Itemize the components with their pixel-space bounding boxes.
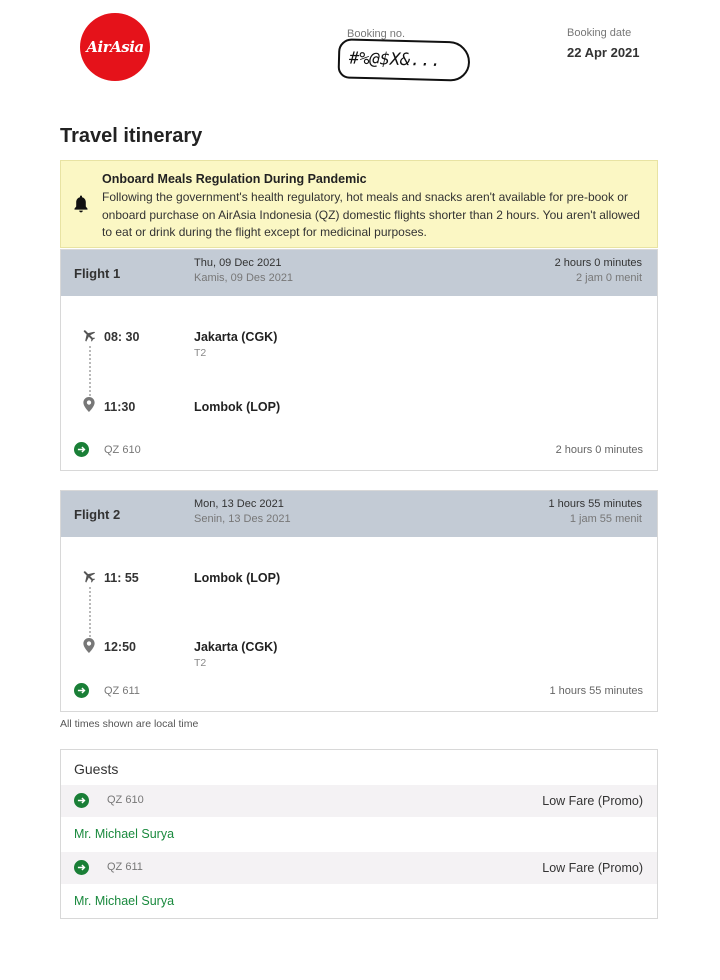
guests-section — [60, 749, 658, 919]
flight-date: Thu, 09 Dec 2021 — [194, 257, 282, 269]
fare-type: Low Fare (Promo) — [542, 861, 643, 875]
fare-type: Low Fare (Promo) — [542, 794, 643, 808]
arrow-icon — [77, 863, 86, 872]
guest-flight-row — [61, 852, 657, 884]
guest-flight-number: QZ 610 — [107, 794, 144, 806]
flight-header — [61, 250, 657, 296]
booking-no-value: #%@$X&... — [348, 48, 442, 71]
flight-card-1 — [60, 249, 658, 471]
guest-name: Mr. Michael Surya — [74, 827, 175, 841]
logo-text: AirAsia — [86, 38, 144, 56]
airasia-logo — [80, 13, 150, 81]
guests-title: Guests — [74, 761, 119, 777]
notice-body: Following the government's health regulatory, hot meals and snacks aren't available for pre-book or onboard purchase on AirAsia Indonesia (QZ) domestic flights shorter than 2 hours. You aren't allowed to eat or drink during the flight except for medicinal purposes. — [102, 190, 640, 239]
airasia-flight-icon — [74, 793, 89, 808]
flight-number: QZ 610 — [104, 444, 141, 456]
flight-card-2 — [60, 490, 658, 712]
route-line — [89, 587, 91, 637]
booking-no-redaction — [337, 38, 470, 81]
booking-date-label: Booking date — [567, 27, 632, 39]
flight-total-duration: 1 hours 55 minutes — [549, 685, 643, 697]
notice-title: Onboard Meals Regulation During Pandemic — [102, 172, 367, 186]
airasia-flight-icon — [74, 442, 89, 457]
depart-place: Lombok (LOP) — [194, 571, 281, 585]
guest-flight-row — [61, 785, 657, 817]
location-pin-icon — [83, 397, 95, 412]
flight-date: Mon, 13 Dec 2021 — [194, 498, 284, 510]
arrive-place: Lombok (LOP) — [194, 400, 281, 414]
flight-duration: 1 hours 55 minutes — [548, 498, 642, 510]
flight-header — [61, 491, 657, 537]
page-title: Travel itinerary — [60, 125, 203, 147]
guest-name: Mr. Michael Surya — [74, 894, 175, 908]
flight-duration-local: 1 jam 55 menit — [569, 513, 642, 525]
depart-place: Jakarta (CGK) — [194, 330, 278, 344]
flight-duration-local: 2 jam 0 menit — [575, 272, 642, 284]
arrow-icon — [77, 686, 86, 695]
arrive-time: 11:30 — [104, 400, 136, 414]
airasia-flight-icon — [74, 860, 89, 875]
plane-icon — [81, 568, 97, 584]
flight-total-duration: 2 hours 0 minutes — [555, 444, 643, 456]
arrow-icon — [77, 445, 86, 454]
flight-date-local: Kamis, 09 Des 2021 — [194, 272, 294, 284]
arrive-place: Jakarta (CGK) — [194, 640, 278, 654]
meal-regulation-notice — [60, 160, 658, 248]
location-pin-icon — [83, 638, 95, 653]
depart-time: 11: 55 — [104, 571, 139, 585]
arrive-terminal: T2 — [194, 657, 207, 669]
flight-label: Flight 1 — [74, 266, 121, 281]
depart-time: 08: 30 — [104, 330, 140, 344]
plane-icon — [81, 327, 97, 343]
airasia-flight-icon — [74, 683, 89, 698]
booking-date-value: 22 Apr 2021 — [567, 45, 640, 60]
arrive-time: 12:50 — [104, 640, 136, 654]
bell-icon — [73, 194, 89, 214]
depart-terminal: T2 — [194, 347, 207, 359]
guest-flight-number: QZ 611 — [107, 861, 143, 873]
flight-date-local: Senin, 13 Des 2021 — [194, 513, 291, 525]
flight-number: QZ 611 — [104, 685, 140, 697]
flight-label: Flight 2 — [74, 507, 121, 522]
arrow-icon — [77, 796, 86, 805]
local-time-note: All times shown are local time — [60, 718, 199, 730]
route-line — [89, 346, 91, 396]
flight-duration: 2 hours 0 minutes — [554, 257, 642, 269]
booking-no-label: Booking no. — [347, 28, 406, 40]
